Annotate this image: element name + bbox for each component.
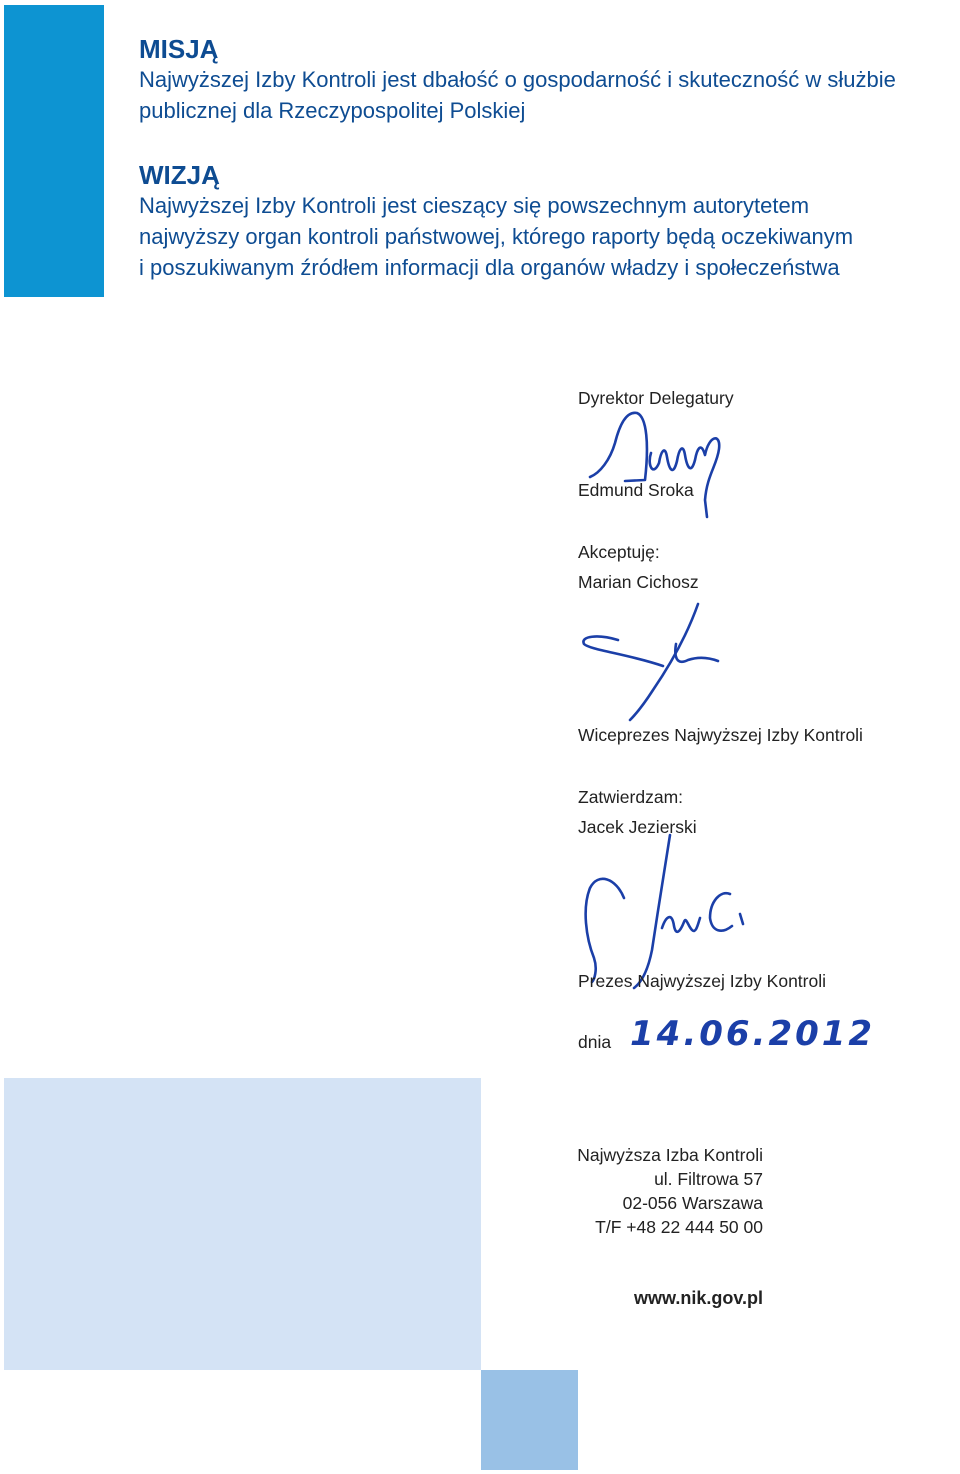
org-name: Najwyższa Izba Kontroli [577,1145,763,1165]
address-block [577,1143,763,1239]
accept-label: Akceptuję: [578,542,660,562]
director-title: Dyrektor Delegatury [578,388,734,408]
misja-line: publicznej dla Rzeczypospolitej Polskiej [139,98,526,123]
date-label: dnia [578,1032,612,1052]
city: 02-056 Warszawa [622,1193,763,1213]
accept-title: Wiceprezes Najwyższej Izby Kontroli [578,725,863,745]
director-signature [585,405,735,523]
director-name: Edmund Sroka [578,480,694,500]
wizja-line: najwyższy organ kontroli państwowej, którego raporty będą oczekiwanym [139,224,854,249]
mission-vision-section [139,34,949,283]
approve-title: Prezes Najwyższej Izby Kontroli [578,971,826,991]
wizja-line: i poszukiwanym źródłem informacji dla organów władzy i społeczeństwa [139,255,840,280]
blue-accent-bar [4,5,104,297]
phone: T/F +48 22 444 50 00 [595,1217,763,1237]
decorative-square [481,1370,578,1470]
accept-name: Marian Cichosz [578,572,699,592]
website-link[interactable]: www.nik.gov.pl [633,1288,763,1308]
street: ul. Filtrowa 57 [654,1169,763,1189]
misja-line: Najwyższej Izby Kontroli jest dbałość o gospodarność i skuteczność w służbie [139,67,896,92]
approve-label: Zatwierdzam: [578,787,684,807]
wizja-line: Najwyższej Izby Kontroli jest cieszący się powszechnym autorytetem [139,193,810,218]
handwritten-date: 14.06.2012 [630,1014,876,1054]
accept-signature [578,598,728,728]
address-box [4,1078,481,1370]
wizja-heading: WIZJĄ [139,160,220,190]
approve-name: Jacek Jezierski [578,817,697,837]
misja-heading: MISJĄ [139,34,219,64]
